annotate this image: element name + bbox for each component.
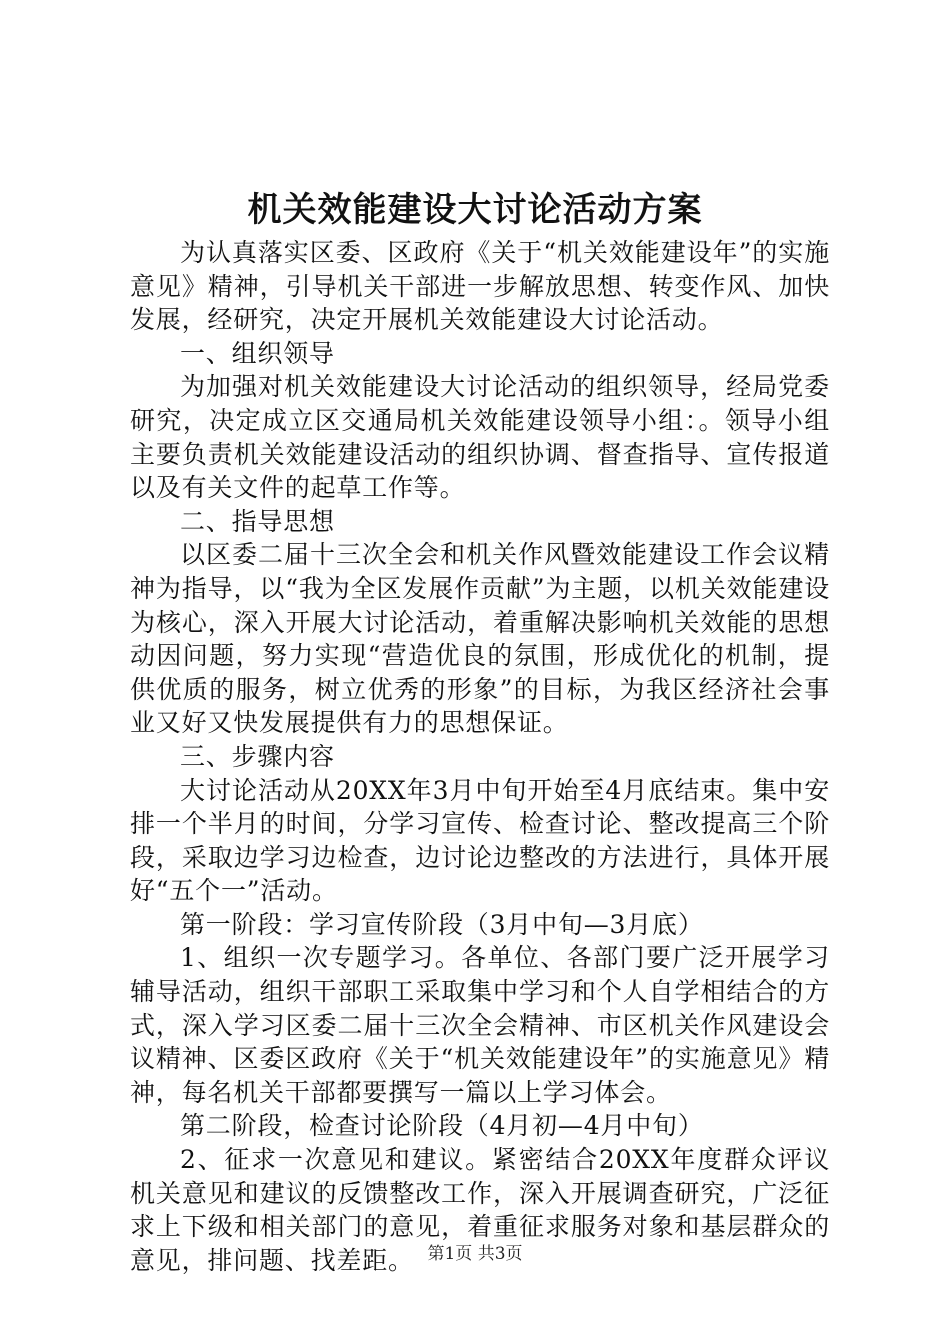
paragraph-phase-two: 2、征求一次意见和建议。紧密结合20XX年度群众评议机关意见和建议的反馈整改工作，深入开展调查研究，广泛征求上下级和相关部门的意见，着重征求服务对象和基层群众的意见，排问题、找差距。 — [130, 1145, 830, 1275]
heading-organization: 一、组织领导 — [180, 338, 335, 368]
paragraph-organization: 为加强对机关效能建设大讨论活动的组织领导，经局党委研究，决定成立区交通局机关效能建设领导小组：。领导小组主要负责机关效能建设活动的组织协调、督查指导、宣传报道以及有关文件的起草工作等。 — [130, 372, 830, 503]
page-number: 第1页 共3页 — [427, 1244, 523, 1264]
document-body — [130, 236, 830, 1277]
paragraph-phase-one: 1、组织一次专题学习。各单位、各部门要广泛开展学习辅导活动，组织干部职工采取集中学习和个人自学相结合的方式，深入学习区委二届十三次全会精神、市区机关作风建设会议精神、区委区政府《关于“机关效能建设年”的实施意见》精神，每名机关干部都要撰写一篇以上学习体会。 — [130, 943, 830, 1107]
heading-phase-one: 第一阶段：学习宣传阶段（3月中旬—3月底） — [180, 909, 704, 939]
paragraph-steps: 大讨论活动从20XX年3月中旬开始至4月底结束。集中安排一个半月的时间，分学习宣传、检查讨论、整改提高三个阶段，采取边学习边检查，边讨论边整改的方法进行，具体开展好“五个一”活动。 — [130, 775, 830, 906]
document-title: 机关效能建设大讨论活动方案 — [247, 190, 703, 230]
paragraph-intro: 为认真落实区委、区政府《关于“机关效能建设年”的实施意见》精神，引导机关干部进一步解放思想、转变作风、加快发展，经研究，决定开展机关效能建设大讨论活动。 — [130, 238, 830, 335]
paragraph-guiding-thought: 以区委二届十三次全会和机关作风暨效能建设工作会议精神为指导，以“我为全区发展作贡献”为主题，以机关效能建设为核心，深入开展大讨论活动，着重解决影响机关效能的思想动因问题，努力实现“营造优良的氛围，形成优化的机制，提供优质的服务，树立优秀的形象”的目标，为我区经济社会事业又好又快发展提供有力的思想保证。 — [130, 540, 830, 738]
heading-phase-two: 第二阶段，检查讨论阶段（4月初—4月中旬） — [180, 1111, 704, 1141]
heading-steps: 三、步骤内容 — [180, 741, 335, 771]
heading-guiding-thought: 二、指导思想 — [180, 506, 335, 536]
